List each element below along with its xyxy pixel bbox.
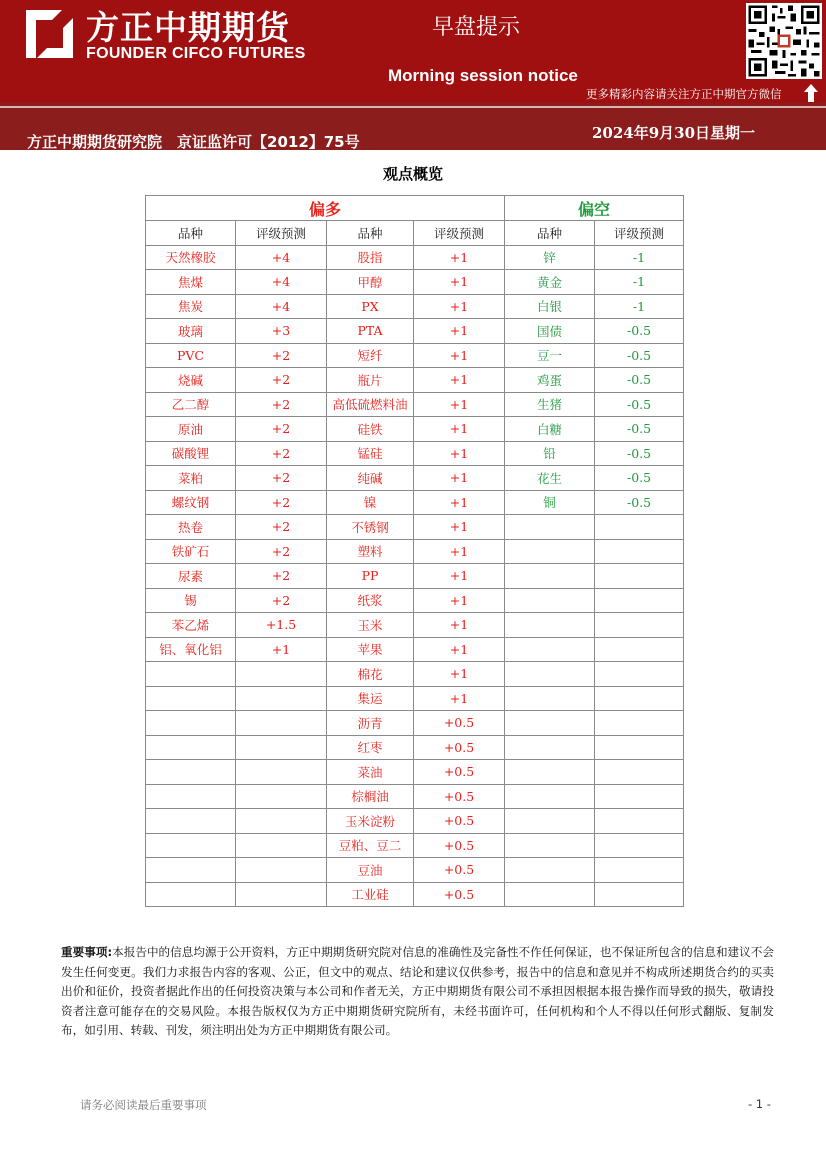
long-variety-cell — [146, 760, 236, 785]
long-rating-cell: +1 — [236, 637, 327, 662]
long-variety-cell: 热卷 — [146, 515, 236, 540]
short-rating-cell: -1 — [595, 294, 684, 319]
long-variety-cell: 纸浆 — [327, 588, 414, 613]
report-date: 2024年9月30日星期一 — [592, 124, 756, 142]
long-variety-cell: 菜粕 — [146, 466, 236, 491]
long-variety-cell — [146, 858, 236, 883]
long-rating-cell — [236, 809, 327, 834]
rating-table — [145, 195, 684, 907]
short-rating-cell — [595, 833, 684, 858]
long-variety-cell: 硅铁 — [327, 417, 414, 442]
table-row — [146, 833, 684, 858]
column-header-variety: 品种 — [505, 221, 595, 246]
column-header-rating: 评级预测 — [414, 221, 505, 246]
long-rating-cell: +2 — [236, 539, 327, 564]
short-rating-cell — [595, 515, 684, 540]
long-variety-cell: PVC — [146, 343, 236, 368]
long-variety-cell: 工业硅 — [327, 882, 414, 907]
short-rating-cell — [595, 686, 684, 711]
column-header-rating: 评级预测 — [236, 221, 327, 246]
table-row — [146, 711, 684, 736]
long-rating-cell: +1 — [414, 613, 505, 638]
long-variety-cell: 锰硅 — [327, 441, 414, 466]
long-rating-cell: +2 — [236, 588, 327, 613]
arrow-up-icon — [803, 84, 819, 102]
short-variety-cell: 白糖 — [505, 417, 595, 442]
long-rating-cell: +2 — [236, 466, 327, 491]
long-rating-cell: +1 — [414, 270, 505, 295]
short-variety-cell: 黄金 — [505, 270, 595, 295]
long-rating-cell: +0.5 — [414, 784, 505, 809]
short-variety-cell: 锌 — [505, 245, 595, 270]
column-header-rating: 评级预测 — [595, 221, 684, 246]
long-variety-cell: 螺纹钢 — [146, 490, 236, 515]
short-variety-cell: 生猪 — [505, 392, 595, 417]
long-variety-cell: 天然橡胶 — [146, 245, 236, 270]
long-variety-cell — [146, 662, 236, 687]
short-rating-cell — [595, 760, 684, 785]
short-variety-cell — [505, 760, 595, 785]
long-variety-cell: PX — [327, 294, 414, 319]
short-rating-cell — [595, 637, 684, 662]
short-rating-cell — [595, 564, 684, 589]
long-rating-cell: +4 — [236, 245, 327, 270]
long-variety-cell: PTA — [327, 319, 414, 344]
long-variety-cell: 棕榈油 — [327, 784, 414, 809]
table-row — [146, 270, 684, 295]
short-rating-cell: -0.5 — [595, 319, 684, 344]
long-rating-cell: +1 — [414, 686, 505, 711]
long-variety-cell: 碳酸锂 — [146, 441, 236, 466]
long-rating-cell: +3 — [236, 319, 327, 344]
long-rating-cell: +1.5 — [236, 613, 327, 638]
long-rating-cell — [236, 858, 327, 883]
table-row — [146, 319, 684, 344]
long-variety-cell: 短纤 — [327, 343, 414, 368]
long-rating-cell: +1 — [414, 392, 505, 417]
long-rating-cell: +1 — [414, 662, 505, 687]
institute-license: 方正中期期货研究院 京证监许可【2012】75号 — [27, 133, 360, 150]
short-variety-cell — [505, 588, 595, 613]
long-rating-cell: +2 — [236, 368, 327, 393]
long-rating-cell: +1 — [414, 515, 505, 540]
disclaimer-text: 本报告中的信息均源于公开资料，方正中期期货研究院对信息的准确性及完备性不作任何保证，也不保证所包含的信息和建议不会发生任何变更。我们力求报告内容的客观、公正，但文中的观点、结论和建议仅供参考，报告中的信息和意见并不构成所述期货合约的买卖出价和征价，投资者据此作出的任何投资决策与本公司和作者无关，方正中期期货有限公司不承担因根据本报告操作而导致的损失，敬请投资者注意可能存在的交易风险。本报告版权仅为方正中期期货研究院所有，未经书面许可，任何机构和个人不得以任何形式翻版、复制发布，如引用、转载、刊发，须注明出处为方正中期期货有限公司。 — [61, 945, 774, 1038]
institute-bar — [0, 103, 826, 150]
long-variety-cell: 股指 — [327, 245, 414, 270]
long-variety-cell: 甲醇 — [327, 270, 414, 295]
long-variety-cell: 塑料 — [327, 539, 414, 564]
long-rating-cell: +1 — [414, 343, 505, 368]
long-rating-cell: +1 — [414, 637, 505, 662]
table-row — [146, 686, 684, 711]
long-variety-cell: 瓶片 — [327, 368, 414, 393]
table-row — [146, 588, 684, 613]
table-row — [146, 490, 684, 515]
long-variety-cell: 焦煤 — [146, 270, 236, 295]
long-variety-cell: 玉米淀粉 — [327, 809, 414, 834]
long-rating-cell: +2 — [236, 441, 327, 466]
long-rating-cell: +2 — [236, 392, 327, 417]
short-variety-cell — [505, 858, 595, 883]
table-row — [146, 613, 684, 638]
company-name-cn: 方正中期期货 — [86, 8, 290, 47]
short-variety-cell: 花生 — [505, 466, 595, 491]
table-row — [146, 735, 684, 760]
short-rating-cell: -0.5 — [595, 466, 684, 491]
long-rating-cell: +2 — [236, 490, 327, 515]
table-row — [146, 882, 684, 907]
long-variety-cell — [146, 809, 236, 834]
report-title-en: Morning session notice — [388, 66, 578, 85]
long-variety-cell: 玻璃 — [146, 319, 236, 344]
long-variety-cell: 纯碱 — [327, 466, 414, 491]
long-rating-cell — [236, 735, 327, 760]
long-rating-cell: +1 — [414, 588, 505, 613]
column-header-variety: 品种 — [327, 221, 414, 246]
short-rating-cell — [595, 539, 684, 564]
long-variety-cell: 棉花 — [327, 662, 414, 687]
long-rating-cell — [236, 662, 327, 687]
long-rating-cell: +2 — [236, 564, 327, 589]
short-rating-cell — [595, 613, 684, 638]
table-row — [146, 784, 684, 809]
table-row — [146, 466, 684, 491]
short-rating-cell: -0.5 — [595, 441, 684, 466]
divider — [0, 106, 826, 108]
short-rating-cell — [595, 858, 684, 883]
long-variety-cell: 尿素 — [146, 564, 236, 589]
company-name-en: FOUNDER CIFCO FUTURES — [86, 45, 306, 62]
long-rating-cell: +4 — [236, 294, 327, 319]
long-variety-cell — [146, 711, 236, 736]
short-variety-cell — [505, 686, 595, 711]
short-variety-cell: 豆一 — [505, 343, 595, 368]
short-rating-cell — [595, 809, 684, 834]
long-rating-cell — [236, 711, 327, 736]
long-rating-cell: +1 — [414, 417, 505, 442]
long-rating-cell: +1 — [414, 319, 505, 344]
long-variety-cell: 玉米 — [327, 613, 414, 638]
long-rating-cell: +2 — [236, 417, 327, 442]
short-variety-cell — [505, 515, 595, 540]
short-rating-cell: -0.5 — [595, 343, 684, 368]
column-header-row — [146, 221, 684, 246]
founder-logo-icon — [22, 6, 77, 62]
long-variety-cell: 烧碱 — [146, 368, 236, 393]
footer-note: 请务必阅读最后重要事项 — [80, 1098, 207, 1112]
long-rating-cell: +0.5 — [414, 735, 505, 760]
short-rating-cell — [595, 882, 684, 907]
long-variety-cell — [146, 833, 236, 858]
table-row — [146, 637, 684, 662]
long-variety-cell: 苹果 — [327, 637, 414, 662]
short-variety-cell — [505, 784, 595, 809]
short-variety-cell — [505, 735, 595, 760]
overview-title: 观点概览 — [382, 165, 443, 183]
long-rating-cell: +0.5 — [414, 858, 505, 883]
short-rating-cell: -0.5 — [595, 417, 684, 442]
short-rating-cell: -0.5 — [595, 392, 684, 417]
short-rating-cell: -1 — [595, 270, 684, 295]
short-variety-cell: 白银 — [505, 294, 595, 319]
short-variety-cell — [505, 833, 595, 858]
long-variety-cell: 锡 — [146, 588, 236, 613]
table-row — [146, 441, 684, 466]
short-bias-header: 偏空 — [505, 196, 684, 221]
long-rating-cell: +1 — [414, 539, 505, 564]
table-row — [146, 294, 684, 319]
long-rating-cell — [236, 686, 327, 711]
short-variety-cell: 国债 — [505, 319, 595, 344]
disclaimer — [61, 943, 774, 1041]
short-variety-cell — [505, 539, 595, 564]
long-rating-cell — [236, 784, 327, 809]
table-row — [146, 392, 684, 417]
long-variety-cell: 菜油 — [327, 760, 414, 785]
long-variety-cell: 铝、氧化铝 — [146, 637, 236, 662]
short-variety-cell: 鸡蛋 — [505, 368, 595, 393]
short-rating-cell: -1 — [595, 245, 684, 270]
long-rating-cell: +0.5 — [414, 809, 505, 834]
short-rating-cell: -0.5 — [595, 368, 684, 393]
short-variety-cell — [505, 613, 595, 638]
long-variety-cell — [146, 882, 236, 907]
long-variety-cell: 豆粕、豆二 — [327, 833, 414, 858]
report-title-cn: 早盘提示 — [432, 15, 521, 40]
long-rating-cell: +1 — [414, 564, 505, 589]
long-variety-cell: 苯乙烯 — [146, 613, 236, 638]
long-bias-header: 偏多 — [146, 196, 505, 221]
short-variety-cell — [505, 809, 595, 834]
long-variety-cell: 原油 — [146, 417, 236, 442]
long-rating-cell — [236, 833, 327, 858]
short-variety-cell: 铜 — [505, 490, 595, 515]
long-variety-cell: 乙二醇 — [146, 392, 236, 417]
long-rating-cell: +0.5 — [414, 882, 505, 907]
table-row — [146, 662, 684, 687]
long-rating-cell: +2 — [236, 515, 327, 540]
table-row — [146, 515, 684, 540]
short-rating-cell — [595, 662, 684, 687]
short-variety-cell — [505, 882, 595, 907]
short-rating-cell — [595, 588, 684, 613]
short-variety-cell — [505, 711, 595, 736]
long-rating-cell: +1 — [414, 294, 505, 319]
short-rating-cell — [595, 711, 684, 736]
table-row — [146, 858, 684, 883]
group-header-row — [146, 196, 684, 221]
table-row — [146, 343, 684, 368]
short-variety-cell — [505, 662, 595, 687]
short-rating-cell — [595, 735, 684, 760]
report-header — [0, 0, 826, 103]
long-variety-cell — [146, 784, 236, 809]
short-variety-cell: 铅 — [505, 441, 595, 466]
disclaimer-label: 重要事项: — [61, 945, 113, 959]
long-rating-cell: +1 — [414, 368, 505, 393]
column-header-variety: 品种 — [146, 221, 236, 246]
long-variety-cell: 豆油 — [327, 858, 414, 883]
long-rating-cell — [236, 760, 327, 785]
table-row — [146, 245, 684, 270]
table-row — [146, 368, 684, 393]
long-rating-cell: +1 — [414, 490, 505, 515]
long-rating-cell — [236, 882, 327, 907]
short-rating-cell: -0.5 — [595, 490, 684, 515]
long-variety-cell: 高低硫燃料油 — [327, 392, 414, 417]
table-row — [146, 760, 684, 785]
short-variety-cell — [505, 564, 595, 589]
table-row — [146, 417, 684, 442]
long-rating-cell: +0.5 — [414, 711, 505, 736]
long-rating-cell: +1 — [414, 441, 505, 466]
long-variety-cell: PP — [327, 564, 414, 589]
long-variety-cell — [146, 686, 236, 711]
long-variety-cell: 集运 — [327, 686, 414, 711]
long-rating-cell: +0.5 — [414, 760, 505, 785]
long-variety-cell — [146, 735, 236, 760]
long-rating-cell: +2 — [236, 343, 327, 368]
table-row — [146, 539, 684, 564]
long-variety-cell: 焦炭 — [146, 294, 236, 319]
long-variety-cell: 镍 — [327, 490, 414, 515]
table-row — [146, 564, 684, 589]
short-rating-cell — [595, 784, 684, 809]
qr-code-icon[interactable] — [746, 3, 822, 79]
long-variety-cell: 沥青 — [327, 711, 414, 736]
page-number: - 1 - — [748, 1097, 771, 1111]
long-rating-cell: +0.5 — [414, 833, 505, 858]
long-variety-cell: 不锈钢 — [327, 515, 414, 540]
long-rating-cell: +1 — [414, 466, 505, 491]
long-variety-cell: 铁矿石 — [146, 539, 236, 564]
table-row — [146, 809, 684, 834]
long-rating-cell: +4 — [236, 270, 327, 295]
long-rating-cell: +1 — [414, 245, 505, 270]
long-variety-cell: 红枣 — [327, 735, 414, 760]
short-variety-cell — [505, 637, 595, 662]
wechat-follow-note: 更多精彩内容请关注方正中期官方微信 — [586, 87, 782, 101]
